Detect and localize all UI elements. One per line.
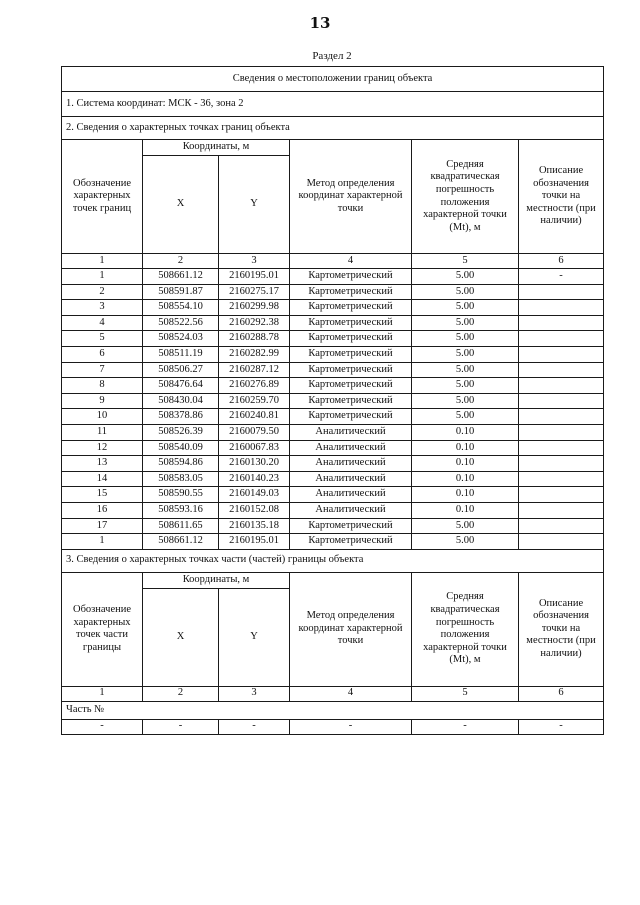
- point-x: 508511.19: [143, 346, 219, 362]
- point-method: Картометрический: [290, 393, 412, 409]
- section-label: Раздел 2: [312, 50, 352, 62]
- point-description: [519, 362, 604, 378]
- header-x: X: [143, 156, 219, 254]
- point-y: 2160195.01: [219, 534, 290, 550]
- point-method: Аналитический: [290, 471, 412, 487]
- point-description: [519, 518, 604, 534]
- point-x: 508540.09: [143, 440, 219, 456]
- empty-cell: -: [219, 719, 290, 734]
- point-x: 508430.04: [143, 393, 219, 409]
- column-number: 2: [143, 254, 219, 269]
- column-number: 6: [519, 254, 604, 269]
- point-description: [519, 346, 604, 362]
- header-coordinates: Координаты, м: [143, 140, 290, 156]
- point-id: 2: [62, 284, 143, 300]
- point-id: 16: [62, 502, 143, 518]
- table-row: [62, 534, 604, 550]
- part-number-row: [62, 701, 604, 719]
- point-y: 2160130.20: [219, 456, 290, 472]
- column-number: 1: [62, 686, 143, 701]
- empty-row: [62, 719, 604, 734]
- table-row: [62, 300, 604, 316]
- point-description: -: [519, 269, 604, 285]
- page-number: 13: [309, 14, 331, 32]
- header-y: Y: [219, 156, 290, 254]
- column-number: 1: [62, 254, 143, 269]
- table-row: [62, 346, 604, 362]
- point-y: 2160135.18: [219, 518, 290, 534]
- point-y: 2160288.78: [219, 331, 290, 347]
- point-method: Аналитический: [290, 424, 412, 440]
- point-id: 3: [62, 300, 143, 316]
- column-number: 4: [290, 686, 412, 701]
- table-row: [62, 315, 604, 331]
- point-y: 2160195.01: [219, 269, 290, 285]
- point-id: 17: [62, 518, 143, 534]
- point-error: 5.00: [412, 346, 519, 362]
- header-error: Средняя квадратическая погрешность положения характерной точки (Mt), м: [412, 572, 519, 686]
- column-numbers-row: [62, 254, 604, 269]
- point-error: 5.00: [412, 518, 519, 534]
- table-row: [62, 393, 604, 409]
- point-error: 5.00: [412, 534, 519, 550]
- point-method: Аналитический: [290, 502, 412, 518]
- point-y: 2160067.83: [219, 440, 290, 456]
- point-method: Картометрический: [290, 518, 412, 534]
- point-y: 2160287.12: [219, 362, 290, 378]
- point-x: 508591.87: [143, 284, 219, 300]
- point-x: 508661.12: [143, 534, 219, 550]
- empty-cell: -: [143, 719, 219, 734]
- part-label: Часть №: [62, 701, 604, 719]
- table-row: [62, 502, 604, 518]
- table-row: [62, 456, 604, 472]
- point-description: [519, 502, 604, 518]
- point-y: 2160079.50: [219, 424, 290, 440]
- point-description: [519, 331, 604, 347]
- point-method: Картометрический: [290, 378, 412, 394]
- coordinate-system: 1. Система координат: МСК - 36, зона 2: [62, 92, 604, 117]
- point-method: Картометрический: [290, 269, 412, 285]
- points-section-title: 2. Сведения о характерных точках границ объекта: [62, 117, 604, 140]
- point-error: 5.00: [412, 284, 519, 300]
- table-row: [62, 471, 604, 487]
- point-method: Картометрический: [290, 284, 412, 300]
- point-method: Картометрический: [290, 346, 412, 362]
- points-section-row: [62, 117, 604, 140]
- point-y: 2160275.17: [219, 284, 290, 300]
- point-error: 0.10: [412, 424, 519, 440]
- points-header-row: [62, 140, 604, 156]
- point-y: 2160282.99: [219, 346, 290, 362]
- column-number: 4: [290, 254, 412, 269]
- point-error: 5.00: [412, 269, 519, 285]
- point-error: 0.10: [412, 487, 519, 503]
- point-description: [519, 284, 604, 300]
- point-y: 2160152.08: [219, 502, 290, 518]
- point-x: 508661.12: [143, 269, 219, 285]
- point-x: 508611.65: [143, 518, 219, 534]
- column-number: 3: [219, 254, 290, 269]
- header-method: Метод определения координат характерной точки: [290, 572, 412, 686]
- table-title-row: [62, 67, 604, 92]
- point-x: 508526.39: [143, 424, 219, 440]
- point-method: Картометрический: [290, 315, 412, 331]
- point-error: 5.00: [412, 409, 519, 425]
- point-x: 508476.64: [143, 378, 219, 394]
- header-description: Описание обозначения точки на местности (при наличии): [519, 140, 604, 254]
- point-x: 508554.10: [143, 300, 219, 316]
- table-row: [62, 487, 604, 503]
- point-y: 2160292.38: [219, 315, 290, 331]
- point-error: 5.00: [412, 300, 519, 316]
- point-description: [519, 300, 604, 316]
- point-id: 5: [62, 331, 143, 347]
- point-method: Картометрический: [290, 409, 412, 425]
- header-description: Описание обозначения точки на местности (при наличии): [519, 572, 604, 686]
- empty-cell: -: [62, 719, 143, 734]
- parts-section-title: 3. Сведения о характерных точках части (частей) границы объекта: [62, 549, 604, 572]
- point-error: 0.10: [412, 456, 519, 472]
- point-description: [519, 456, 604, 472]
- point-description: [519, 315, 604, 331]
- header-x: X: [143, 588, 219, 686]
- point-description: [519, 471, 604, 487]
- table-row: [62, 518, 604, 534]
- empty-cell: -: [519, 719, 604, 734]
- table-row: [62, 424, 604, 440]
- table-row: [62, 378, 604, 394]
- points-body: [62, 269, 604, 550]
- point-x: 508583.05: [143, 471, 219, 487]
- table-row: [62, 284, 604, 300]
- point-y: 2160240.81: [219, 409, 290, 425]
- point-id: 10: [62, 409, 143, 425]
- empty-cell: -: [412, 719, 519, 734]
- point-method: Аналитический: [290, 440, 412, 456]
- point-x: 508593.16: [143, 502, 219, 518]
- point-description: [519, 424, 604, 440]
- point-id: 1: [62, 534, 143, 550]
- point-error: 5.00: [412, 378, 519, 394]
- point-x: 508506.27: [143, 362, 219, 378]
- table-row: [62, 409, 604, 425]
- point-x: 508524.03: [143, 331, 219, 347]
- column-number: 6: [519, 686, 604, 701]
- point-description: [519, 487, 604, 503]
- point-y: 2160276.89: [219, 378, 290, 394]
- parts-header-row: [62, 572, 604, 588]
- point-id: 8: [62, 378, 143, 394]
- point-error: 0.10: [412, 471, 519, 487]
- point-method: Картометрический: [290, 331, 412, 347]
- table-row: [62, 362, 604, 378]
- column-number: 3: [219, 686, 290, 701]
- point-description: [519, 409, 604, 425]
- header-error: Средняя квадратическая погрешность положения характерной точки (Mt), м: [412, 140, 519, 254]
- point-method: Аналитический: [290, 487, 412, 503]
- point-description: [519, 393, 604, 409]
- column-numbers-row: [62, 686, 604, 701]
- header-point-designation: Обозначение характерных точек границ: [62, 140, 143, 254]
- point-id: 15: [62, 487, 143, 503]
- column-number: 5: [412, 686, 519, 701]
- point-error: 5.00: [412, 315, 519, 331]
- point-error: 0.10: [412, 502, 519, 518]
- point-description: [519, 378, 604, 394]
- point-id: 14: [62, 471, 143, 487]
- point-y: 2160259.70: [219, 393, 290, 409]
- point-method: Картометрический: [290, 300, 412, 316]
- point-x: 508590.55: [143, 487, 219, 503]
- point-description: [519, 534, 604, 550]
- table-title: Сведения о местоположении границ объекта: [62, 67, 604, 92]
- table-row: [62, 331, 604, 347]
- header-method: Метод определения координат характерной точки: [290, 140, 412, 254]
- point-error: 5.00: [412, 331, 519, 347]
- point-method: Картометрический: [290, 534, 412, 550]
- point-id: 4: [62, 315, 143, 331]
- point-id: 11: [62, 424, 143, 440]
- point-method: Картометрический: [290, 362, 412, 378]
- header-y: Y: [219, 588, 290, 686]
- point-id: 6: [62, 346, 143, 362]
- point-description: [519, 440, 604, 456]
- table-row: [62, 269, 604, 285]
- point-x: 508594.86: [143, 456, 219, 472]
- column-number: 5: [412, 254, 519, 269]
- point-error: 5.00: [412, 362, 519, 378]
- point-error: 5.00: [412, 393, 519, 409]
- table-row: [62, 440, 604, 456]
- boundary-table: [61, 66, 604, 735]
- point-id: 9: [62, 393, 143, 409]
- parts-section-row: [62, 549, 604, 572]
- point-id: 12: [62, 440, 143, 456]
- coordinate-system-row: [62, 92, 604, 117]
- empty-cell: -: [290, 719, 412, 734]
- point-id: 7: [62, 362, 143, 378]
- point-id: 1: [62, 269, 143, 285]
- point-method: Аналитический: [290, 456, 412, 472]
- point-y: 2160149.03: [219, 487, 290, 503]
- point-x: 508378.86: [143, 409, 219, 425]
- point-y: 2160299.98: [219, 300, 290, 316]
- point-y: 2160140.23: [219, 471, 290, 487]
- point-id: 13: [62, 456, 143, 472]
- point-x: 508522.56: [143, 315, 219, 331]
- point-error: 0.10: [412, 440, 519, 456]
- header-coordinates: Координаты, м: [143, 572, 290, 588]
- header-part-point-designation: Обозначение характерных точек части границы: [62, 572, 143, 686]
- column-number: 2: [143, 686, 219, 701]
